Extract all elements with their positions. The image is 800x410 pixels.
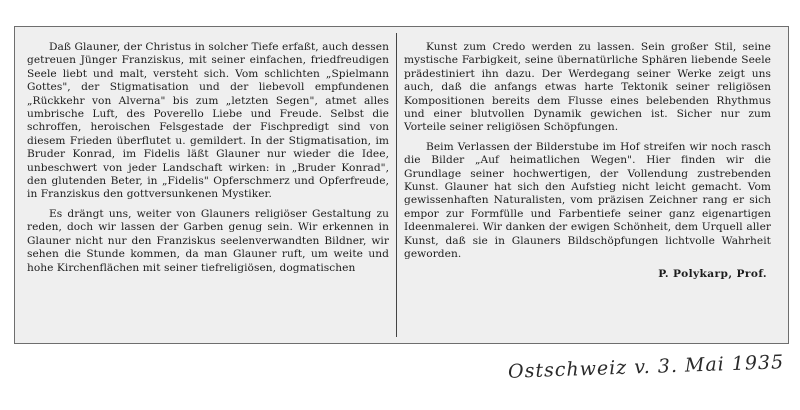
left-column (27, 41, 389, 275)
paragraph: Beim Verlassen der Bilderstube im Hof streifen wir noch rasch die Bilder „Auf heimatlichen Wegen". Hier finden wir die Grundlage seiner hochwertigen, der Vollendung zustrebenden Kunst. Glauner hat sich den Aufstieg nicht leicht gemacht. Vom gewissenhaften Naturalisten, vom präzisen Zeichner rang er sich empor zur Formfülle und Farbentiefe seiner ganz eigenartigen Ideenmalerei. Wir danken der ewigen Schönheit, dem Urquell aller Kunst, daß sie in Glauners Bildschöpfungen lichtvolle Wahrheit geworden. (404, 140, 771, 261)
column-divider (396, 33, 397, 337)
newspaper-clipping (14, 26, 789, 344)
handwritten-note: Ostschweiz v. 3. Mai 1935 (507, 351, 785, 383)
right-column (404, 41, 771, 281)
paragraph: Daß Glauner, der Christus in solcher Tiefe erfaßt, auch dessen getreuen Jünger Franziskus, mit seiner einfachen, friedfreudigen Seele liebt und malt, versteht sich. Vom schlichten „Spielmann Gottes", der Stigmatisation und der liebevoll empfundenen „Rückkehr von Alverna" bis zum „letzten Segen", atmet alles umbrische Luft, des Poverello Liebe und Freude. Selbst die schroffen, heroischen Felsgestade der Fischpredigt sind von diesem Frieden überflutet u. gemildert. In der Stigmatisation, im Bruder Konrad, im Fidelis läßt Glauner nur wieder die Idee, unbeschwert von jeder Landschaft wirken: in „Bruder Konrad", den glutenden Beter, in „Fidelis" Opferschmerz und Opferfreude, in Franziskus den gottversunkenen Mystiker. (27, 41, 389, 201)
paragraph: Kunst zum Credo werden zu lassen. Sein großer Stil, seine mystische Farbigkeit, seine übernatürliche Sphären liebende Seele prädestiniert ihn dazu. Der Werdegang seiner Werke zeigt uns auch, daß die anfangs etwas harte Tektonik seiner religiösen Kompositionen bereits dem Flusse eines belebenden Rhythmus und einer blutvollen Dynamik gewichen ist. Sicher nur zum Vorteile seiner religiösen Schöpfungen. (404, 41, 771, 134)
paragraph: Es drängt uns, weiter von Glauners religiöser Gestaltung zu reden, doch wir lassen der Garben genug sein. Wir erkennen in Glauner nicht nur den Franziskus seelenverwandten Bildner, wir sehen die Stunde kommen, da man Glauner ruft, um weite und hohe Kirchenflächen mit seiner tiefreligiösen, dogmatischen (27, 207, 389, 274)
author-signature: P. Polykarp, Prof. (658, 267, 767, 280)
